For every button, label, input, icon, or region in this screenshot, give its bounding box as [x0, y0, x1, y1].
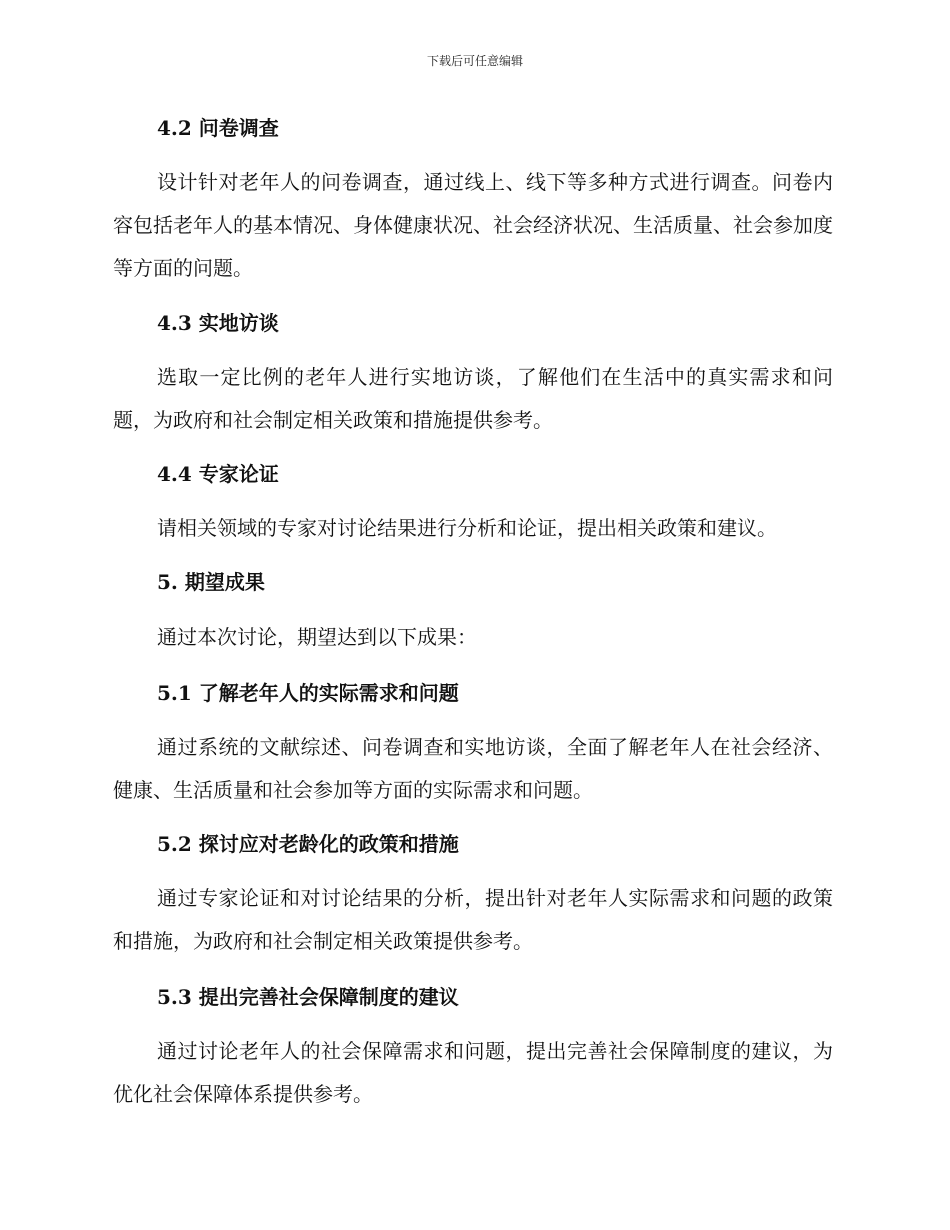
section-heading-5-1: 5.1 了解老年人的实际需求和问题	[157, 681, 459, 705]
section-heading-4-2: 4.2 问卷调查	[157, 116, 279, 140]
section-heading-5: 5. 期望成果	[157, 570, 265, 594]
section-body-4-4: 请相关领域的专家对讨论结果进行分析和论证，提出相关政策和建议。	[157, 516, 777, 540]
section-body-5-1: 通过系统的文献综述、问卷调查和实地访谈，全面了解老年人在社会经济、健康、生活质量和社会参加等方面的实际需求和问题。	[113, 735, 833, 802]
section-heading-4-4: 4.4 专家论证	[157, 462, 279, 486]
section-heading-5-2: 5.2 探讨应对老龄化的政策和措施	[157, 832, 459, 856]
section-body-4-2: 设计针对老年人的问卷调查，通过线上、线下等多种方式进行调查。问卷内容包括老年人的基本情况、身体健康状况、社会经济状况、生活质量、社会参加度等方面的问题。	[113, 170, 833, 280]
section-body-4-3: 选取一定比例的老年人进行实地访谈，了解他们在生活中的真实需求和问题，为政府和社会制定相关政策和措施提供参考。	[113, 365, 833, 432]
section-heading-4-3: 4.3 实地访谈	[157, 311, 279, 335]
section-body-5-2: 通过专家论证和对讨论结果的分析，提出针对老年人实际需求和问题的政策和措施，为政府和社会制定相关政策提供参考。	[113, 886, 833, 953]
section-heading-5-3: 5.3 提出完善社会保障制度的建议	[157, 985, 459, 1009]
section-body-5-3: 通过讨论老年人的社会保障需求和问题，提出完善社会保障制度的建议，为优化社会保障体系提供参考。	[113, 1039, 833, 1106]
section-body-5: 通过本次讨论，期望达到以下成果：	[157, 625, 477, 649]
page-header: 下载后可任意编辑	[426, 54, 523, 68]
